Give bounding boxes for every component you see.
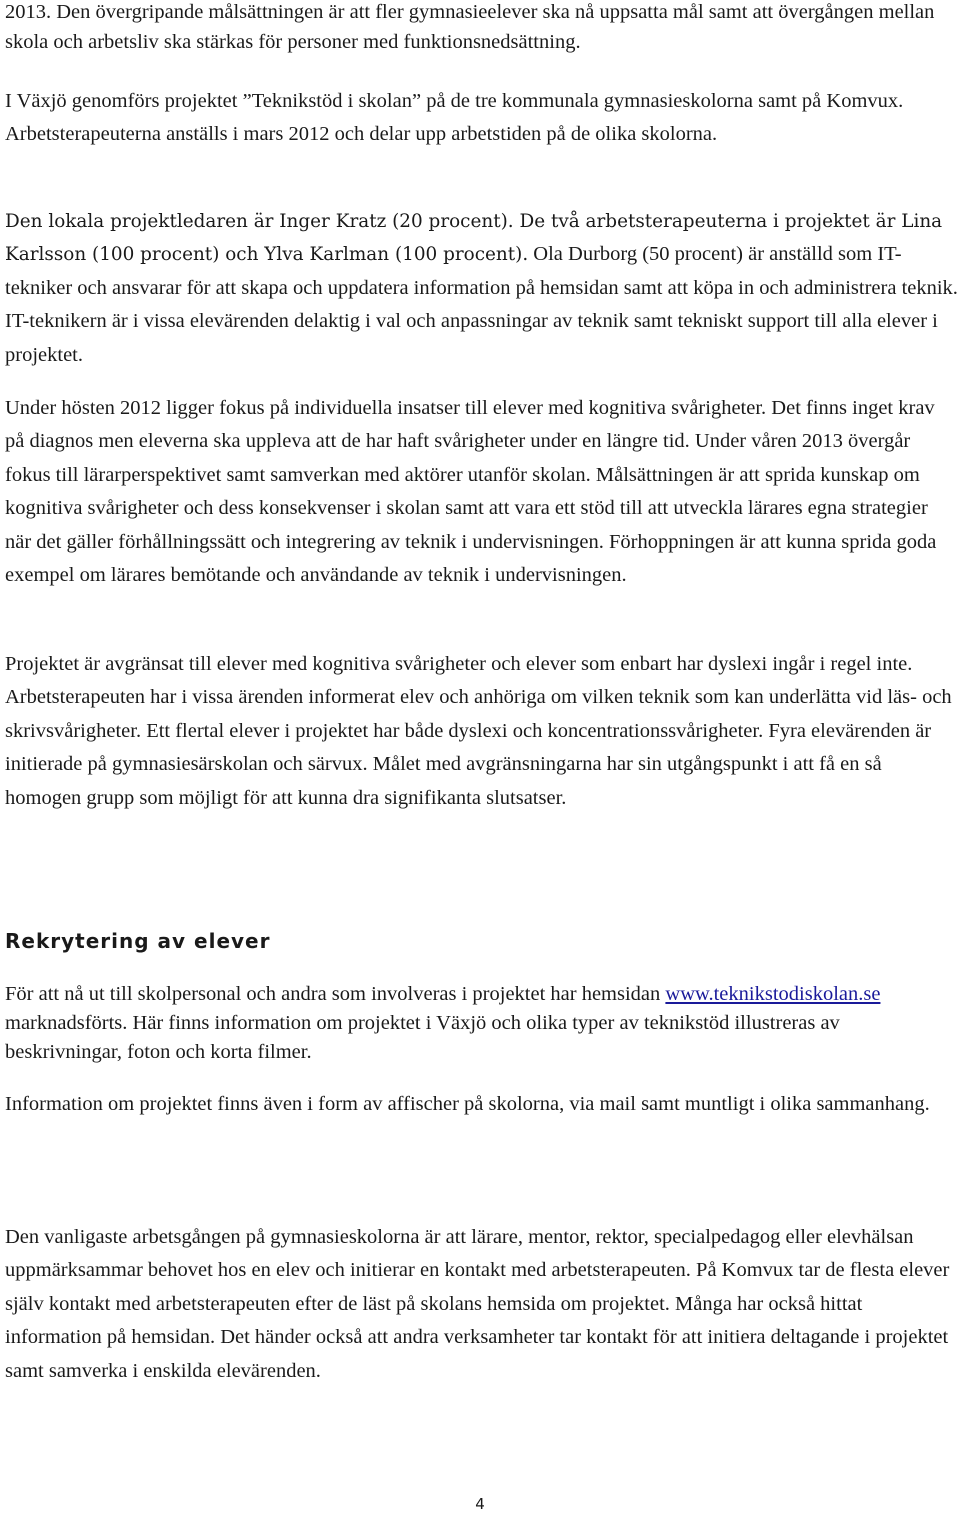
staff-it-technician: Ola Durborg (50 procent) är anställd som IT-tekniker och ansvarar för att skapa och uppdatera information på hemsidan samt att köpa in och administrera teknik. IT-teknikern är i vissa elevärenden delaktig i val och anpassningar av teknik samt tekniskt support till alla elever i projektet.	[5, 243, 958, 366]
paragraph-goal: 2013. Den övergripande målsättningen är att fler gymnasieelever ska nå uppsatta mål samt att övergången mellan skola och arbetsliv ska stärkas för personer med funktionsnedsättning.	[5, 1, 935, 53]
staff-therapists: De två arbetsterapeuterna i projektet är Lina Karlsson (100 procent) och Ylva Karlman (100 procent).	[5, 211, 943, 266]
paragraph-workflow: Den vanligaste arbetsgången på gymnasieskolorna är att lärare, mentor, rektor, specialpedagog eller elevhälsan uppmärksammar behovet hos en elev och initierar en kontakt med arbetsterapeuten. På Komvux tar de flesta elever själv kontakt med arbetsterapeuten efter de läst på skolans hemsida om projektet. Många har också hittat information på hemsidan. Det händer också att andra verksamheter tar kontakt för att initiera deltagande i projektet samt samverka i enskilda elevärenden.	[5, 1226, 950, 1382]
section-heading-recruitment: Rekrytering av elever	[5, 929, 271, 953]
staff-project-leader: Den lokala projektledaren är Inger Kratz (20 procent).	[5, 211, 514, 232]
paragraph-posters: Information om projektet finns även i form av affischer på skolorna, via mail samt muntligt i olika sammanhang.	[5, 1093, 930, 1115]
paragraph-project-intro: I Växjö genomförs projektet ”Teknikstöd i skolan” på de tre kommunala gymnasieskolorna samt på Komvux. Arbetsterapeuterna anställs i mars 2012 och delar upp arbetstiden på de olika skolorna.	[5, 90, 904, 146]
paragraph-website	[5, 980, 920, 1067]
website-link[interactable]: www.teknikstodiskolan.se	[665, 983, 881, 1005]
page-number: 4	[475, 1495, 485, 1513]
website-text-end: marknadsförts. Här finns information om projektet i Växjö och olika typer av teknikstöd illustreras av beskrivningar, foton och korta filmer.	[5, 1012, 840, 1063]
website-text-start: För att nå ut till skolpersonal och andra som involveras i projektet har hemsidan	[5, 983, 666, 1005]
paragraph-focus: Under hösten 2012 ligger fokus på individuella insatser till elever med kognitiva svårigheter. Det finns inget krav på diagnos men eleverna ska uppleva att de har haft svårigheter under en längre tid. Under våren 2013 övergår fokus till lärarperspektivet samt samverkan med aktörer utanför skolan. Målsättningen är att sprida kunskap om kognitiva svårigheter och dess konsekvenser i skolan samt att vara ett stöd till att utveckla lärares egna strategier när det gäller förhållningssätt och integrering av teknik i undervisningen. Förhoppningen är att kunna sprida goda exempel om lärares bemötande och användande av teknik i undervisningen.	[5, 397, 937, 587]
paragraph-delimitation: Projektet är avgränsat till elever med kognitiva svårigheter och elever som enbart har dyslexi ingår i regel inte. Arbetsterapeuten har i vissa ärenden informerat elev och anhöriga om vilken teknik som kan underlätta vid läs- och skrivsvårigheter. Ett flertal elever i projektet har både dyslexi och koncentrationssvårigheter. Fyra elevärenden är initierade på gymnasiesärskolan och särvux. Målet med avgränsningarna har sin utgångspunkt i att få en så homogen grupp som möjligt för att kunna dra signifikanta slutsatser.	[5, 653, 952, 809]
paragraph-staff	[5, 205, 960, 372]
